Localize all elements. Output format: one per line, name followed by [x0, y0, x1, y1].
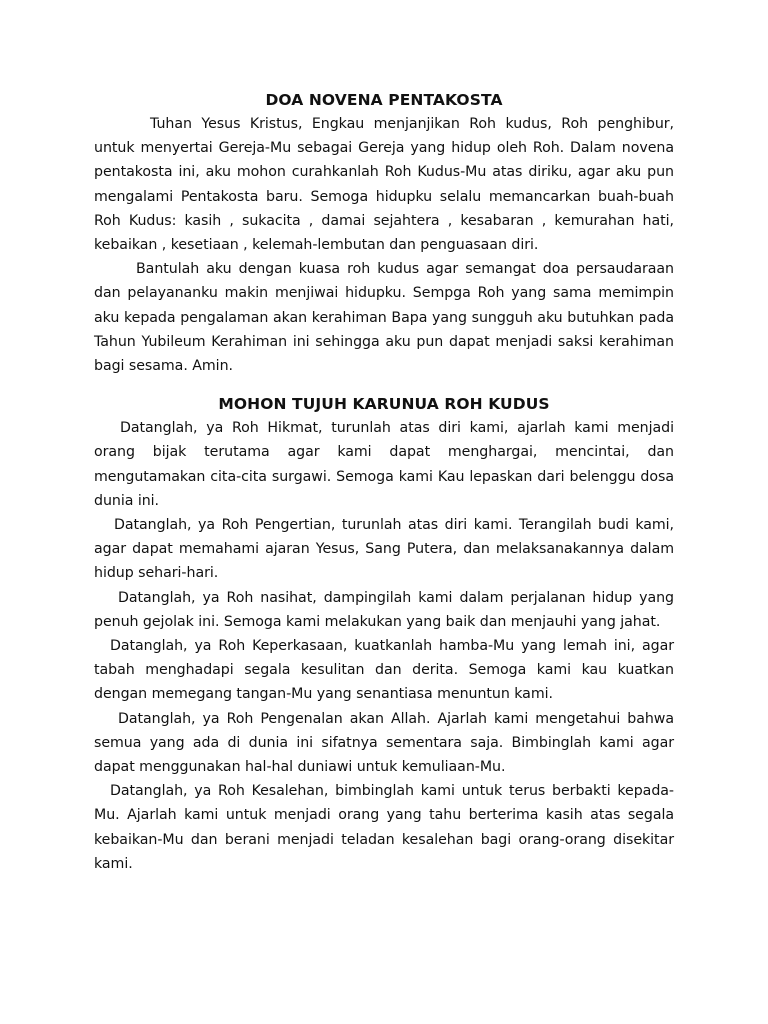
prayer-title: DOA NOVENA PENTAKOSTA [265, 91, 503, 109]
gift-paragraph: Datanglah, ya Roh Keperkasaan, kuatkanlah hamba-Mu yang lemah ini, agar tabah menghadapi segala kesulitan dan derita. Semoga kami kau kuatkan dengan memegang tangan-Mu yang senantiasa menuntun kami. [94, 638, 674, 703]
section-title: MOHON TUJUH KARUNUA ROH KUDUS [218, 395, 550, 414]
gift-paragraph: Datanglah, ya Roh nasihat, dampingilah kami dalam perjalanan hidup yang penuh gejolak ini. Semoga kami melakukan yang baik dan menjauhi yang jahat. [94, 589, 674, 630]
prayer-paragraph: Tuhan Yesus Kristus, Engkau menjanjikan Roh kudus, Roh penghibur, untuk menyertai Gereja-Mu sebagai Gereja yang hidup oleh Roh. Dalam novena pentakosta ini, aku mohon curahkanlah Roh Kudus-Mu atas diriku, agar aku pun mengalami Pentakosta baru. Semoga hidupku selalu memancarkan buah-buah Roh Kudus: kasih , sukacita , damai sejahtera , kesabaran , kemurahan hati, kebaikan , kesetiaan , kelemah-lembutan dan penguasaan diri. [94, 116, 674, 254]
gift-paragraph: Datanglah, ya Roh Kesalehan, bimbinglah kami untuk terus berbakti kepada-Mu. Ajarlah kami untuk menjadi orang yang tahu berterima kasih atas segala kebaikan-Mu dan berani menjadi teladan kesalehan bagi orang-orang disekitar kami. [94, 783, 674, 872]
gift-paragraph: Datanglah, ya Roh Pengenalan akan Allah. Ajarlah kami mengetahui bahwa semua yang ada di dunia ini sifatnya sementara saja. Bimbinglah kami agar dapat menggunakan hal-hal duniawi untuk kemuliaan-Mu. [94, 710, 674, 776]
document-content [94, 88, 674, 876]
prayer-paragraph: Bantulah aku dengan kuasa roh kudus agar semangat doa persaudaraan dan pelayananku makin menjiwai hidupku. Sempga Roh yang sama memimpin aku kepada pengalaman akan kerahiman Bapa yang sungguh aku butuhkan pada Tahun Yubileum Kerahiman ini sehingga aku pun dapat menjadi saksi kerahiman bagi sesama. Amin. [94, 261, 674, 375]
gift-paragraph: Datanglah, ya Roh Hikmat, turunlah atas diri kami, ajarlah kami menjadi orang bijak terutama agar kami dapat menghargai, mencintai, dan mengutamakan cita-cita surgawi. Semoga kami Kau lepaskan dari belenggu dosa dunia ini. [94, 420, 674, 509]
gift-paragraph: Datanglah, ya Roh Pengertian, turunlah atas diri kami. Terangilah budi kami, agar dapat memahami ajaran Yesus, Sang Putera, dan melaksanakannya dalam hidup sehari-hari. [94, 517, 674, 582]
